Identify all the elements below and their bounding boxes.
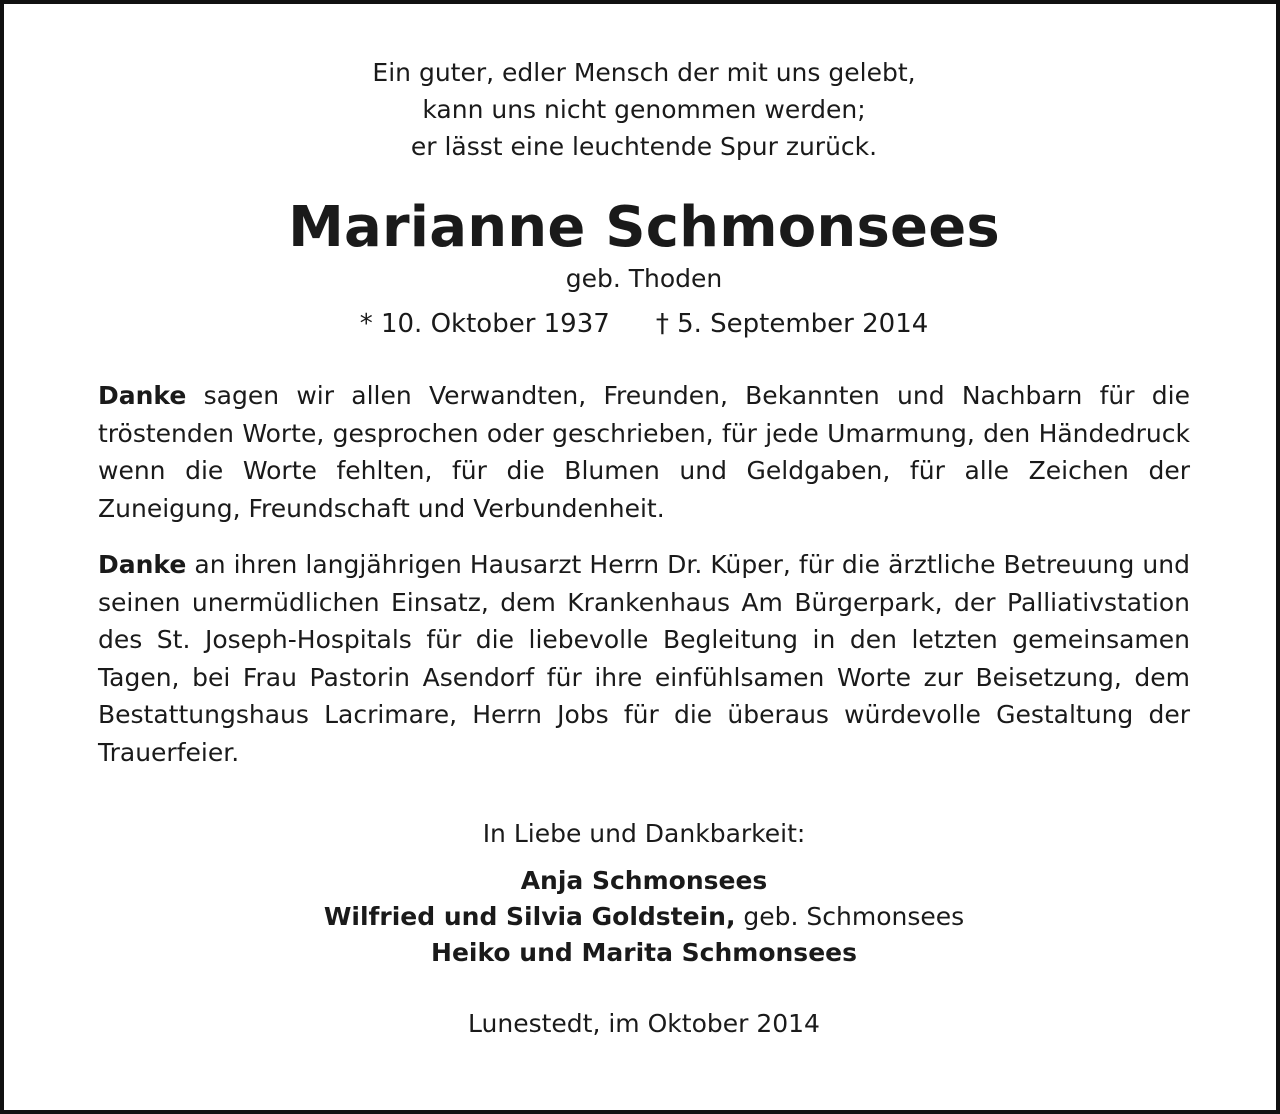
- birth-name: geb. Thoden: [565, 264, 723, 293]
- life-dates: [98, 305, 1190, 343]
- thanks-lead: Danke: [98, 550, 187, 579]
- place-date: Lunestedt, im Oktober 2014: [468, 1009, 820, 1038]
- signer: [98, 935, 1190, 971]
- notice-content: [98, 54, 1190, 1042]
- signer: [98, 899, 1190, 935]
- signer-name: Anja Schmonsees: [520, 866, 768, 895]
- thanks-lead: Danke: [98, 381, 187, 410]
- memorial-verse: [98, 54, 1190, 165]
- signer-name: Heiko und Marita Schmonsees: [431, 938, 857, 967]
- birth-date: * 10. Oktober 1937: [359, 309, 610, 339]
- deceased-name: Marianne Schmonsees: [288, 195, 1000, 260]
- thanks-text: sagen wir allen Verwandten, Freunden, Bekannten und Nachbarn für die tröstenden Worte, gesprochen oder geschrieben, für jede Umarmung, den Händedruck wenn die Worte fehlten, für die Blumen und Geldgaben, für alle Zeichen der Zuneigung, Freundschaft und Verbundenheit.: [98, 381, 1190, 523]
- signer: [98, 863, 1190, 899]
- signer-suffix: geb. Schmonsees: [735, 902, 965, 931]
- signer-name: Wilfried und Silvia Goldstein,: [323, 902, 736, 931]
- thanks-paragraph: [98, 377, 1190, 527]
- thanks-paragraph: [98, 546, 1190, 771]
- thanks-text: an ihren langjährigen Hausarzt Herrn Dr. Küper, für die ärztliche Betreuung und seinen unermüdlichen Einsatz, dem Krankenhaus Am Bürgerpark, der Palliativstation des St. Joseph-Hospitals für die liebevolle Begleitung in den letzten gemeinsamen Tagen, bei Frau Pastorin Asendorf für ihre einfühlsamen Worte zur Beisetzung, dem Bestattungshaus Lacrimare, Herrn Jobs für die überaus würdevolle Gestaltung der Trauerfeier.: [98, 550, 1190, 767]
- signer-list: [98, 863, 1190, 971]
- verse-line: Ein guter, edler Mensch der mit uns gelebt,: [372, 58, 916, 87]
- verse-line: er lässt eine leuchtende Spur zurück.: [410, 132, 878, 161]
- death-date: † 5. September 2014: [655, 309, 929, 339]
- verse-line: kann uns nicht genommen werden;: [422, 95, 866, 124]
- closing-line: In Liebe und Dankbarkeit:: [482, 819, 806, 848]
